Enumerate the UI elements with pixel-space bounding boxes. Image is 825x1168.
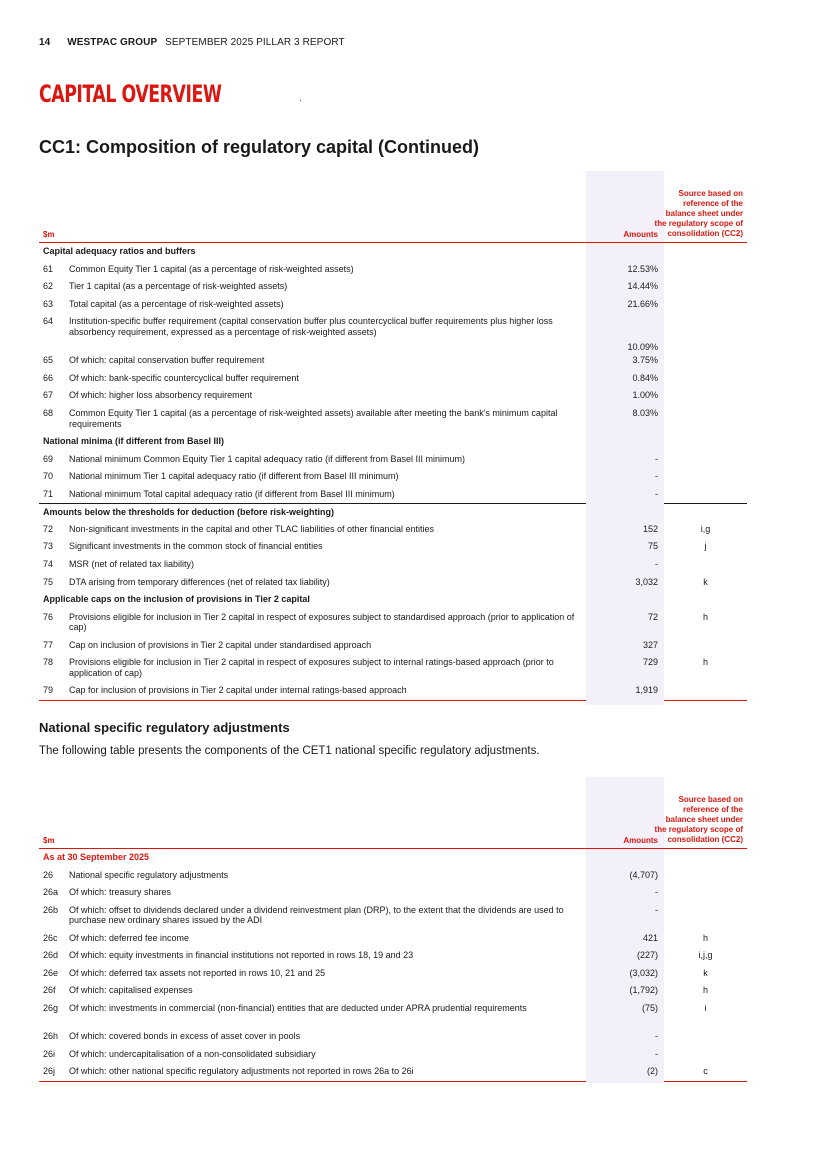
table2-intro: The following table presents the components of the CET1 national specific regulatory adjustments.: [39, 745, 540, 757]
row-number: 64: [43, 316, 54, 327]
row-number: 26d: [43, 950, 59, 961]
row-description: Non-significant investments in the capital and other TLAC liabilities of other financial entities: [69, 523, 435, 534]
row-amount: -: [655, 887, 658, 898]
col-currency: $m: [43, 230, 55, 239]
page-number: 14: [39, 37, 51, 48]
row-description: Of which: investments in commercial (non-financial) entities that are deducted under APRA prudential requirements: [69, 1003, 527, 1014]
row-amount: 152: [642, 523, 658, 534]
table-row: [39, 965, 747, 983]
row-amount: 3.75%: [632, 355, 658, 366]
row-amount: 1,919: [635, 685, 658, 696]
group-heading: National minima (if different from Basel III): [43, 436, 225, 447]
table-body: [39, 243, 747, 701]
table-row: [39, 521, 747, 539]
row-number: 63: [43, 298, 54, 309]
row-amount: 0.84%: [632, 372, 658, 383]
row-amount: (1,792): [629, 985, 658, 996]
row-amount: -: [655, 1031, 658, 1042]
row-source: i,j,g: [698, 950, 713, 961]
page-header: [39, 37, 345, 48]
row-amount: 8.03%: [632, 408, 658, 419]
row-number: 26b: [43, 904, 59, 915]
row-description: Cap for inclusion of provisions in Tier 2 capital under internal ratings-based approach: [69, 685, 407, 696]
row-amount: (4,707): [629, 869, 658, 880]
row-number: 61: [43, 263, 54, 274]
row-number: 26h: [43, 1031, 59, 1042]
row-description: Of which: undercapitalisation of a non-consolidated subsidiary: [69, 1048, 316, 1059]
col-source: Source based on reference of the balance sheet under the regulatory scope of consolidation (CC2): [654, 189, 743, 238]
col-currency: $m: [43, 836, 55, 845]
row-amount: (227): [636, 950, 658, 961]
row-source: h: [702, 611, 708, 622]
row-amount: -: [655, 559, 658, 570]
row-number: 26i: [43, 1048, 56, 1059]
row-amount: 729: [642, 657, 658, 668]
table-row: [39, 405, 747, 433]
row-amount: 10.09%: [627, 342, 658, 353]
row-description: DTA arising from temporary differences (net of related tax liability): [69, 576, 330, 587]
row-number: 69: [43, 453, 54, 464]
table-row: [39, 884, 747, 902]
table1-title: CC1: Composition of regulatory capital (Continued): [39, 137, 479, 157]
row-description: Provisions eligible for inclusion in Tier 2 capital in respect of exposures subject to internal ratings-based approach (prior to application of cap): [69, 657, 554, 678]
table-row: [39, 468, 747, 486]
row-number: 73: [43, 541, 54, 552]
table-row: [39, 1028, 747, 1046]
row-number: 78: [43, 657, 54, 668]
row-description: Of which: covered bonds in excess of asset cover in pools: [69, 1031, 301, 1042]
row-amount: (2): [647, 1066, 658, 1077]
table-row: [39, 1046, 747, 1064]
row-amount: (3,032): [629, 967, 658, 978]
row-amount: 3,032: [635, 576, 658, 587]
cc1-table: [39, 171, 747, 701]
row-description: MSR (net of related tax liability): [69, 559, 195, 570]
row-description: Cap on inclusion of provisions in Tier 2 capital under standardised approach: [69, 639, 372, 650]
row-amount: 12.53%: [627, 263, 658, 274]
row-source: k: [703, 967, 708, 978]
row-source: h: [702, 932, 708, 943]
row-source: j: [704, 541, 707, 552]
row-description: Total capital (as a percentage of risk-weighted assets): [69, 298, 284, 309]
row-number: 65: [43, 355, 54, 366]
row-number: 26: [43, 869, 54, 880]
table-row: [39, 556, 747, 574]
row-description: Of which: deferred tax assets not reported in rows 10, 21 and 25: [69, 967, 326, 978]
table-row: [39, 451, 747, 469]
table-row: [39, 486, 747, 504]
row-number: 26j: [43, 1066, 56, 1077]
row-number: 26g: [43, 1003, 59, 1014]
row-number: 79: [43, 685, 54, 696]
table-header: [39, 777, 747, 849]
group-heading: Capital adequacy ratios and buffers: [43, 246, 196, 256]
row-description: Of which: bank-specific countercyclical buffer requirement: [69, 372, 299, 383]
table-row: [39, 609, 747, 637]
report-name: SEPTEMBER 2025 PILLAR 3 REPORT: [165, 37, 345, 48]
row-number: 74: [43, 559, 54, 570]
row-description: National minimum Total capital adequacy ratio (if different from Basel III minimum): [69, 488, 395, 499]
row-number: 67: [43, 390, 54, 401]
row-amount: 421: [642, 932, 658, 943]
group-heading: As at 30 September 2025: [43, 852, 150, 862]
table-row: [39, 574, 747, 592]
table-row: [39, 261, 747, 279]
row-source: i,g: [700, 523, 711, 534]
row-description: Common Equity Tier 1 capital (as a percentage of risk-weighted assets) available after meeting the bank's minimum capital requirements: [69, 408, 558, 429]
col-amounts: Amounts: [623, 836, 658, 845]
col-amounts: Amounts: [623, 230, 658, 239]
row-description: Of which: higher loss absorbency requirement: [69, 390, 253, 401]
row-amount: (75): [641, 1003, 658, 1014]
table-header: [39, 171, 747, 243]
group-heading: Amounts below the thresholds for deduction (before risk-weighting): [39, 503, 747, 521]
row-description: Of which: capitalised expenses: [69, 985, 193, 996]
table-row: [39, 930, 747, 948]
row-amount: 1.00%: [632, 390, 658, 401]
row-amount: -: [655, 453, 658, 464]
row-amount: 14.44%: [627, 281, 658, 292]
row-description: Provisions eligible for inclusion in Tier 2 capital in respect of exposures subject to standardised approach (prior to application of cap): [69, 611, 575, 633]
row-amount: -: [655, 488, 658, 499]
row-description: Of which: offset to dividends declared under a dividend reinvestment plan (DRP), to the extent that the dividends are used to purchase new ordinary shares issued by the ADI: [69, 904, 564, 926]
table-row: [39, 387, 747, 405]
table-row: [39, 296, 747, 314]
row-description: Of which: deferred fee income: [69, 932, 190, 943]
row-number: 26e: [43, 967, 59, 978]
row-number: 70: [43, 471, 54, 482]
row-amount: 21.66%: [627, 298, 658, 309]
row-description: Significant investments in the common stock of financial entities: [69, 541, 323, 552]
row-amount: 327: [642, 639, 658, 650]
table-row: [39, 902, 747, 930]
adjustments-table: [39, 777, 747, 1082]
row-description: Of which: treasury shares: [69, 887, 172, 898]
table-body: [39, 849, 747, 1082]
col-source: Source based on reference of the balance sheet under the regulatory scope of consolidation (CC2): [654, 795, 743, 844]
table-row: [39, 352, 747, 370]
table-row: [39, 538, 747, 556]
row-description: Common Equity Tier 1 capital (as a percentage of risk-weighted assets): [69, 263, 354, 274]
row-source: c: [703, 1066, 708, 1077]
row-description: National specific regulatory adjustments: [69, 869, 229, 880]
table-row: [39, 982, 747, 1000]
row-description: National minimum Tier 1 capital adequacy ratio (if different from Basel III minimum): [69, 471, 399, 482]
table-row: [39, 867, 747, 885]
row-number: 76: [43, 611, 54, 622]
row-number: 68: [43, 408, 54, 419]
company-name: WESTPAC GROUP: [67, 37, 158, 48]
row-amount: -: [655, 904, 658, 915]
table-row: [39, 1063, 747, 1081]
row-number: 62: [43, 281, 54, 292]
row-amount: -: [655, 471, 658, 482]
row-number: 72: [43, 523, 54, 534]
table-row: [39, 637, 747, 655]
row-source: i: [704, 1003, 707, 1014]
row-description: Of which: capital conservation buffer requirement: [69, 355, 265, 366]
table-row: [39, 947, 747, 965]
row-number: 77: [43, 639, 54, 650]
row-number: 71: [43, 488, 54, 499]
row-number: 26f: [43, 985, 56, 996]
table-row: [39, 370, 747, 388]
row-amount: 72: [647, 611, 658, 622]
section-title: CAPITAL OVERVIEW: [39, 80, 222, 108]
group-heading: Applicable caps on the inclusion of provisions in Tier 2 capital: [43, 594, 310, 605]
table2-title: National specific regulatory adjustments: [39, 720, 290, 735]
stray-dot: [300, 100, 301, 101]
row-number: 66: [43, 372, 54, 383]
row-amount: 75: [647, 541, 658, 552]
row-description: Of which: other national specific regulatory adjustments not reported in rows 26a to 26i: [69, 1066, 414, 1077]
row-source: h: [702, 985, 708, 996]
table-row: [39, 313, 747, 352]
table-row: [39, 682, 747, 700]
row-number: 75: [43, 576, 54, 587]
row-description: Of which: equity investments in financial institutions not reported in rows 18, 19 and 23: [69, 950, 414, 961]
table-row: [39, 1000, 747, 1028]
row-description: Institution-specific buffer requirement (capital conservation buffer plus countercyclical buffer requirements plus higher loss absorbency requirement, expressed as a percentage of risk-weighted assets): [69, 316, 553, 337]
row-number: 26a: [43, 887, 59, 898]
row-description: National minimum Common Equity Tier 1 capital adequacy ratio (if different from Basel III minimum): [69, 453, 465, 464]
table-row: [39, 278, 747, 296]
row-number: 26c: [43, 932, 58, 943]
row-description: Tier 1 capital (as a percentage of risk-weighted assets): [69, 281, 288, 292]
table-row: [39, 654, 747, 682]
row-source: h: [702, 657, 708, 668]
row-source: k: [703, 576, 708, 587]
row-amount: -: [655, 1048, 658, 1059]
